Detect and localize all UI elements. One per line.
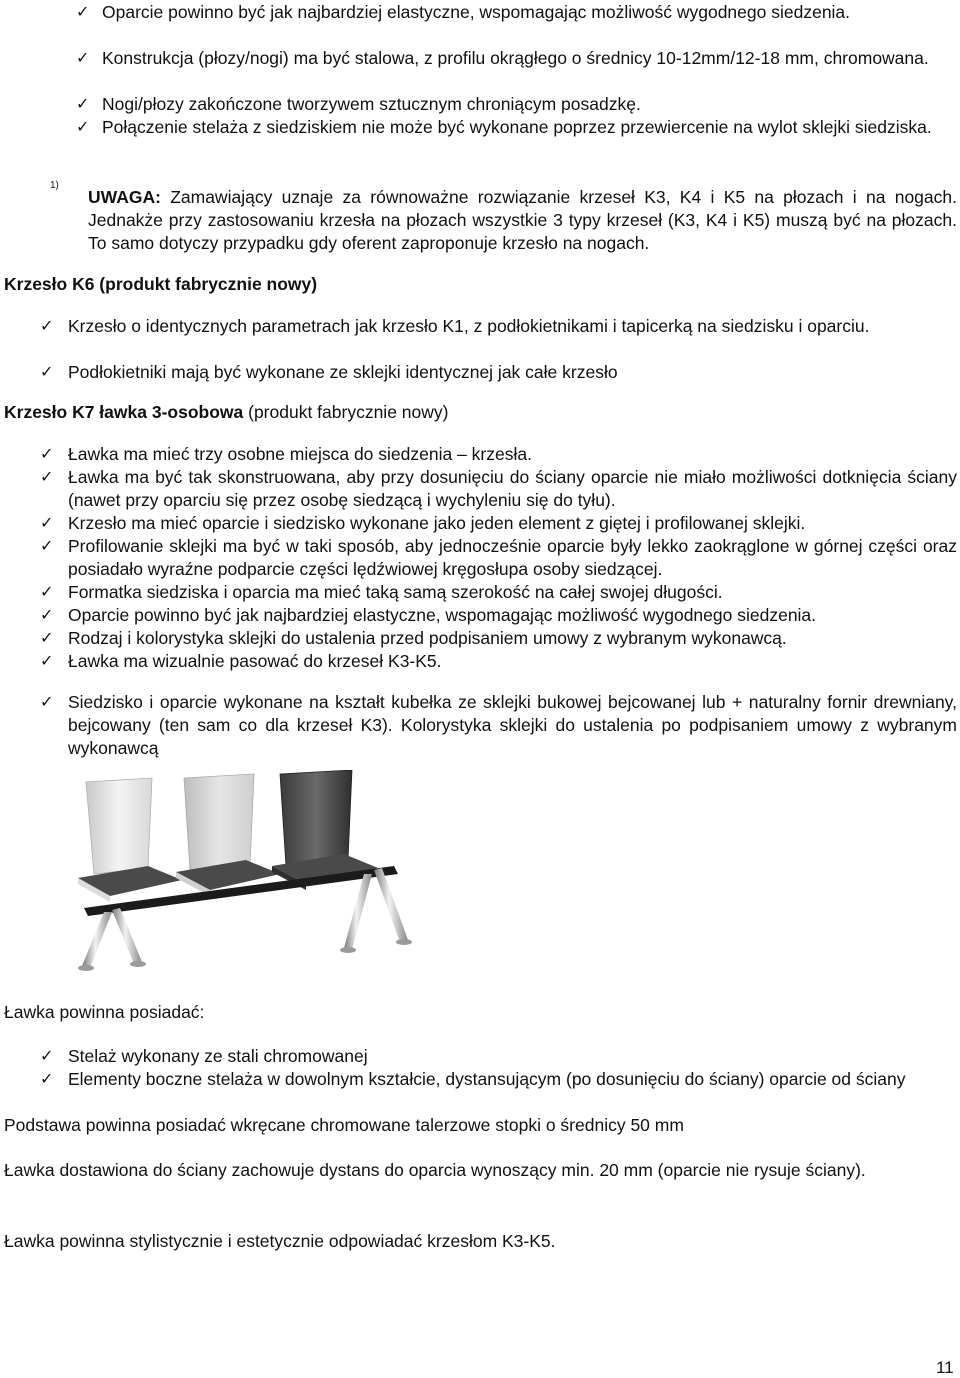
bench-heading: Ławka powinna posiadać: — [4, 1002, 205, 1022]
check-icon: ✓ — [40, 536, 54, 555]
check-icon: ✓ — [40, 651, 54, 670]
note-label: UWAGA: — [88, 187, 161, 207]
check-icon: ✓ — [40, 467, 54, 486]
footnote-marker: 1) — [50, 180, 59, 191]
list-item: Konstrukcja (płozy/nogi) ma być stalowa, z profilu okrągłego o średnicy 10-12mm/12-18 mm, chromowana. — [102, 48, 929, 68]
list-item: Profilowanie sklejki ma być w taki sposób, aby jednocześnie oparcie były lekko zaokrąglone w górnej części oraz posiadało wyraźne podparcie części lędźwiowej kręgosłupa osoby siedzącej. — [68, 536, 957, 579]
list-item: Rodzaj i kolorystyka sklejki do ustalenia przed podpisaniem umowy z wybranym wykonawcą. — [68, 628, 787, 648]
check-icon: ✓ — [40, 1046, 54, 1065]
list-item: Krzesło o identycznych parametrach jak krzesło K1, z podłokietnikami i tapicerką na siedzisku i oparciu. — [68, 316, 870, 336]
check-icon: ✓ — [76, 48, 90, 67]
check-icon: ✓ — [40, 316, 54, 335]
check-icon: ✓ — [76, 117, 90, 136]
check-icon: ✓ — [40, 692, 54, 711]
check-icon: ✓ — [40, 1069, 54, 1088]
list-item: Oparcie powinno być jak najbardziej elastyczne, wspomagając możliwość wygodnego siedzenia. — [102, 2, 851, 22]
check-icon: ✓ — [40, 605, 54, 624]
check-icon: ✓ — [76, 94, 90, 113]
list-item: Krzesło ma mieć oparcie i siedzisko wykonane jako jeden element z giętej i profilowanej sklejki. — [68, 513, 806, 533]
paragraph: Ławka dostawiona do ściany zachowuje dystans do oparcia wynoszący min. 20 mm (oparcie nie rysuje ściany). — [4, 1160, 866, 1180]
list-item: Nogi/płozy zakończone tworzywem sztucznym chroniącym posadzkę. — [102, 94, 641, 114]
list-item: Formatka siedziska i oparcia ma mieć taką samą szerokość na całej swojej długości. — [68, 582, 723, 602]
check-icon: ✓ — [40, 444, 54, 463]
check-icon: ✓ — [40, 582, 54, 601]
section-heading-k7-note: (produkt fabrycznie nowy) — [243, 402, 449, 422]
check-icon: ✓ — [40, 362, 54, 381]
check-icon: ✓ — [40, 628, 54, 647]
list-item: Ławka ma wizualnie pasować do krzeseł K3-K5. — [68, 651, 442, 671]
list-item: Ławka ma być tak skonstruowana, aby przy dosunięciu do ściany oparcie nie miało możliwości dotknięcia ściany (nawet przy oparciu się przez osobę siedzącą i wychyleniu się do tyłu). — [68, 467, 957, 510]
list-item: Elementy boczne stelaża w dowolnym kształcie, dystansującym (po dosunięciu do ściany) oparcie od ściany — [68, 1069, 906, 1089]
list-item: Podłokietniki mają być wykonane ze sklejki identycznej jak całe krzesło — [68, 362, 618, 382]
list-item: Ławka ma mieć trzy osobne miejsca do siedzenia – krzesła. — [68, 444, 532, 464]
note-text: Zamawiający uznaje za równoważne rozwiązanie krzeseł K3, K4 i K5 na płozach i na nogach. Jednakże przy zastosowaniu krzesła na płozach wszystkie 3 typy krzeseł (K3, K4 i K5) muszą być na płozach. To samo dotyczy przypadku gdy oferent zaproponuje krzesło na nogach. — [88, 187, 957, 253]
note-paragraph — [88, 186, 957, 255]
bench-photo — [64, 770, 444, 975]
section-heading-k7-title: Krzesło K7 ławka 3-osobowa — [4, 402, 244, 422]
list-item: Połączenie stelaża z siedziskiem nie może być wykonane poprzez przewiercenie na wylot sklejki siedziska. — [102, 117, 932, 137]
check-icon: ✓ — [76, 2, 90, 21]
page-number: 11 — [936, 1358, 954, 1377]
list-item: Stelaż wykonany ze stali chromowanej — [68, 1046, 368, 1066]
section-heading-k7 — [4, 401, 448, 424]
list-item: Oparcie powinno być jak najbardziej elastyczne, wspomagając możliwość wygodnego siedzenia. — [68, 605, 817, 625]
paragraph: Ławka powinna stylistycznie i estetycznie odpowiadać krzesłom K3-K5. — [4, 1231, 556, 1251]
paragraph: Podstawa powinna posiadać wkręcane chromowane talerzowe stopki o średnicy 50 mm — [4, 1115, 684, 1135]
section-heading-k6: Krzesło K6 (produkt fabrycznie nowy) — [4, 274, 318, 294]
list-item: Siedzisko i oparcie wykonane na kształt kubełka ze sklejki bukowej bejcowanej lub + naturalny fornir drewniany, bejcowany (ten sam co dla krzeseł K3). Kolorystyka sklejki do ustalenia po podpisaniem umowy z wybranym wykonawcą — [68, 692, 957, 758]
check-icon: ✓ — [40, 513, 54, 532]
